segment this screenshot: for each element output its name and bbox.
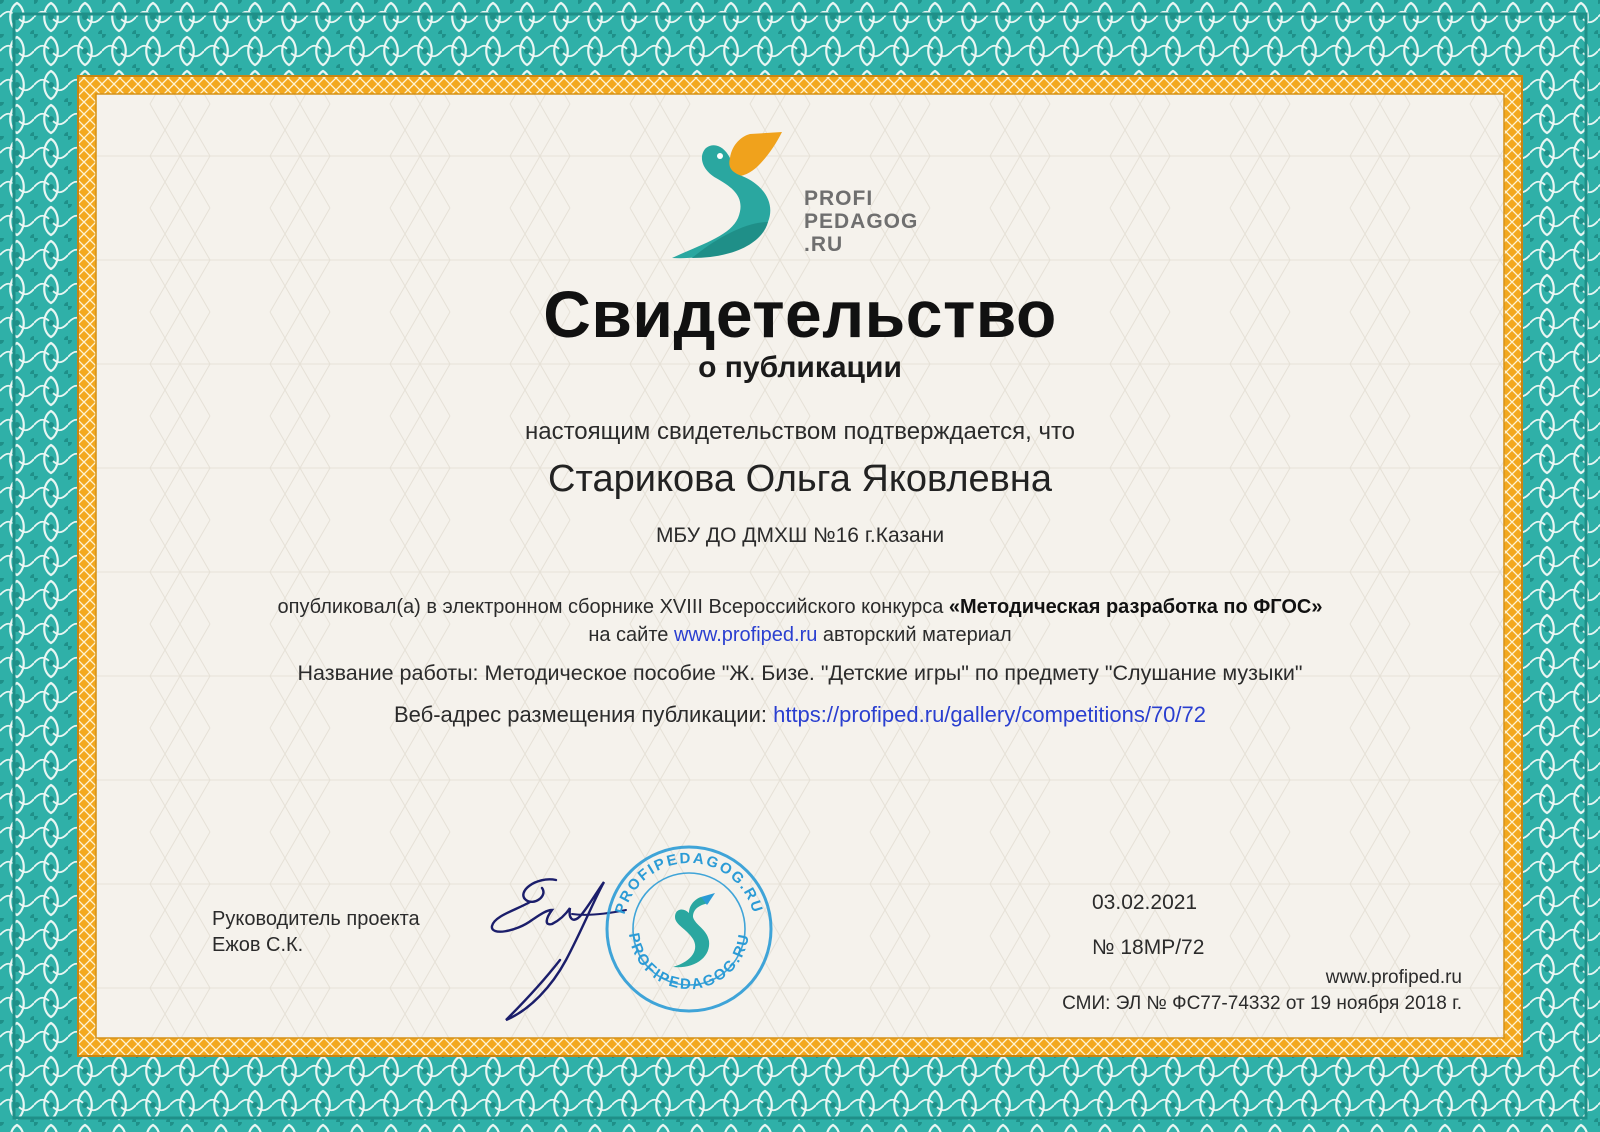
logo-line-3: .RU [804,233,844,256]
svg-text:PROFIPEDAGOG.RU [612,850,766,916]
organization-name: МБУ ДО ДМХШ №16 г.Казани [655,524,945,547]
publication-prefix: опубликовал(а) в электронном сборнике XVIII Всероссийского конкурса [277,596,949,618]
manager-block [212,906,420,958]
logo-wordmark [804,188,918,257]
web-address-line [0,702,1600,728]
pelican-logo-icon [672,118,812,268]
recipient-name: Старикова Ольга Яковлевна [548,458,1052,500]
stamp-icon [603,843,775,1015]
issue-date: 03.02.2021 [1092,891,1198,914]
logo-line-2: PEDAGOG [804,210,919,233]
certificate-number: № 18МР/72 [1092,936,1205,959]
stamp-bottom-text: PROFIPEDAGOG.RU [624,931,754,994]
media-registration: СМИ: ЭЛ № ФС77-74332 от 19 ноября 2018 г. [1062,993,1462,1014]
manager-name: Ежов С.К. [212,934,304,956]
logo-line-1: PROFI [804,187,874,210]
site-link[interactable]: www.profiped.ru [673,624,818,646]
confirmation-text: настоящим свидетельством подтверждается, что [524,418,1076,445]
publication-line [0,596,1600,619]
stamp-top-text: PROFIPEDAGOG.RU [611,849,767,917]
manager-role: Руководитель проекта [212,908,420,930]
site-suffix: авторский материал [817,624,1012,646]
footer-site: www.profiped.ru [1325,967,1462,988]
web-prefix: Веб-адрес размещения публикации: [393,702,774,727]
site-line [0,624,1600,647]
certificate-title: Свидетельство [543,277,1057,351]
work-title: Название работы: Методическое пособие "Ж. Бизе. "Детские игры" по предмету "Слушание музыки" [297,661,1303,685]
certificate-subtitle: о публикации [698,351,902,384]
publication-link[interactable]: https://profiped.ru/gallery/competitions/70/72 [773,702,1207,727]
contest-name: «Методическая разработка по ФГОС» [948,596,1323,618]
site-prefix: на сайте [588,624,674,646]
